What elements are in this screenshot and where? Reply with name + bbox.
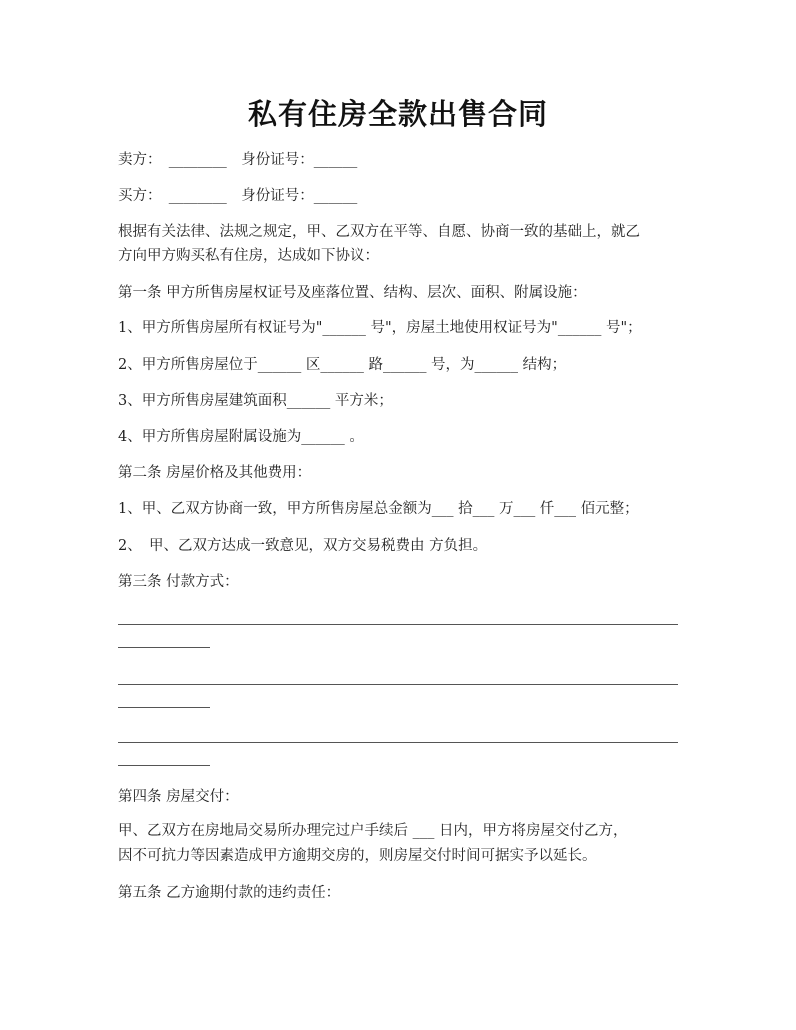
article-2-item-1: 1、甲、乙双方协商一致，甲方所售房屋总金额为___ 拾___ 万___ 仟___ 佰元整； [118, 501, 639, 517]
article-1-item-1: 1、甲方所售房屋所有权证号为"______ 号"，房屋土地使用权证号为"______ 号"； [118, 320, 642, 336]
payment-blank-line-1-continued [118, 647, 210, 648]
document-title: 私有住房全款出售合同 [247, 97, 548, 131]
payment-blank-line-3-continued [118, 765, 210, 766]
payment-blank-line-1 [118, 624, 678, 625]
article-1-heading: 第一条 甲方所售房屋权证号及座落位置、结构、层次、面积、附属设施： [118, 285, 587, 301]
payment-blank-line-2 [118, 684, 678, 685]
article-1-item-2: 2、甲方所售房屋位于______ 区______ 路______ 号，为______ 结构； [118, 357, 567, 373]
article-1-item-4: 4、甲方所售房屋附属设施为______ 。 [118, 429, 364, 445]
payment-blank-line-3 [118, 742, 678, 743]
preamble-line-2: 方向甲方购买私有住房，达成如下协议： [118, 248, 379, 264]
buyer-line: 买方： ________ 身份证号：______ [118, 188, 358, 204]
article-2-heading: 第二条 房屋价格及其他费用： [118, 465, 312, 481]
seller-line: 卖方： ________ 身份证号：______ [118, 152, 358, 168]
article-4-heading: 第四条 房屋交付： [118, 789, 239, 805]
article-5-heading: 第五条 乙方逾期付款的违约责任： [118, 885, 341, 901]
payment-blank-line-2-continued [118, 707, 210, 708]
article-2-item-2: 2、 甲、乙双方达成一致意见，双方交易税费由 方负担。 [118, 538, 488, 554]
article-3-heading: 第三条 付款方式： [118, 574, 239, 590]
article-4-body-line-2: 因不可抗力等因素造成甲方逾期交房的，则房屋交付时间可据实予以延长。 [118, 848, 597, 864]
preamble-line-1: 根据有关法律、法规之规定，甲、乙双方在平等、自愿、协商一致的基础上，就乙 [118, 224, 640, 240]
article-4-body-line-1: 甲、乙双方在房地局交易所办理完过户手续后 ___ 日内，甲方将房屋交付乙方， [118, 823, 628, 839]
article-1-item-3: 3、甲方所售房屋建筑面积______ 平方米； [118, 393, 393, 409]
